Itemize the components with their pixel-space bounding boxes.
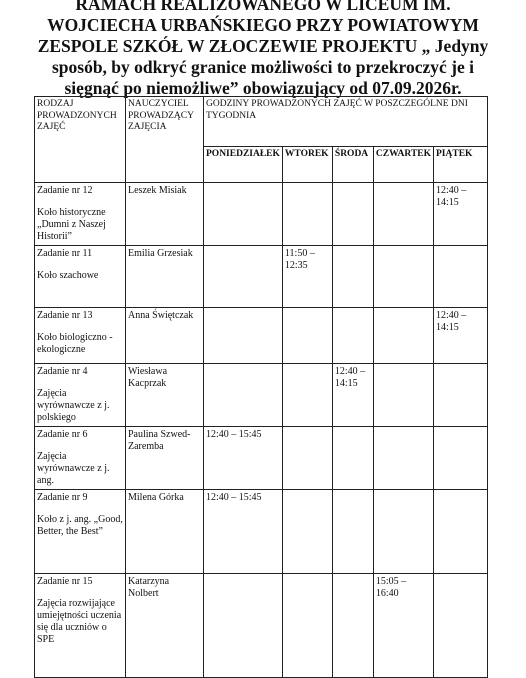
time-cell: 11:50 – 12:35 (282, 246, 332, 308)
title-line: WOJCIECHA URBAŃSKIEGO PRZY POWIATOWYM (47, 15, 479, 35)
activity-name: Zajęcia wyrównawcze z j. ang. (37, 451, 110, 486)
activity-name: Koło z j. ang. „Good, Better, the Best” (37, 514, 123, 537)
time-cell (373, 183, 433, 246)
time-cell: 12:40 – 14:15 (332, 364, 373, 427)
day-monday: PONIEDZIAŁEK (204, 147, 283, 183)
day-wednesday: ŚRODA (332, 147, 373, 183)
activity-name: Zajęcia wyrównawcze z j. polskiego (37, 388, 110, 423)
activity-name: Koło historyczne „Dumni z Naszej Historii” (37, 207, 106, 242)
time-cell (282, 574, 332, 678)
activity-name: Koło biologiczno - ekologiczne (37, 332, 113, 355)
activity-name: Koło szachowe (37, 270, 99, 281)
time-cell (204, 308, 283, 364)
table-row (35, 427, 488, 490)
time-cell: 12:40 – 15:45 (204, 490, 283, 574)
time-cell (434, 490, 488, 574)
activity-name: Zajęcia rozwijające umiejętności uczenia się dla uczniów o SPE (37, 598, 122, 645)
time-cell (332, 490, 373, 574)
time-cell (204, 364, 283, 427)
schedule-table (34, 96, 488, 678)
activity-cell (35, 364, 126, 427)
teacher-cell: Katarzyna Nolbert (126, 574, 204, 678)
time-cell (332, 308, 373, 364)
activity-cell (35, 574, 126, 678)
time-cell (204, 246, 283, 308)
day-thursday: CZWARTEK (373, 147, 433, 183)
time-cell (282, 364, 332, 427)
table-row (35, 246, 488, 308)
time-cell: 12:40 – 14:15 (434, 183, 488, 246)
time-cell: 12:40 – 14:15 (434, 308, 488, 364)
day-friday: PIĄTEK (434, 147, 488, 183)
task-number: Zadanie nr 6 (37, 429, 88, 440)
activity-cell (35, 183, 126, 246)
task-number: Zadanie nr 13 (37, 310, 93, 321)
time-cell (434, 364, 488, 427)
teacher-cell: Paulina Szwed-Zaremba (126, 427, 204, 490)
task-number: Zadanie nr 15 (37, 576, 93, 587)
time-cell: 12:40 – 15:45 (204, 427, 283, 490)
time-cell (282, 490, 332, 574)
document-title (0, 0, 526, 99)
title-line: RAMACH REALIZOWANEGO W LICEUM IM. (75, 0, 451, 14)
activity-cell (35, 246, 126, 308)
time-cell (434, 246, 488, 308)
time-cell (434, 574, 488, 678)
time-cell: 15:05 – 16:40 (373, 574, 433, 678)
table-row (35, 574, 488, 678)
time-cell (373, 364, 433, 427)
time-cell (373, 490, 433, 574)
title-line: sposób, by odkryć granice możliwości to przekroczyć je i (51, 57, 475, 77)
time-cell (282, 427, 332, 490)
task-number: Zadanie nr 4 (37, 366, 88, 377)
activity-cell (35, 490, 126, 574)
time-cell (204, 574, 283, 678)
table-row (35, 364, 488, 427)
time-cell (332, 427, 373, 490)
table-row (35, 183, 488, 246)
header-row (35, 97, 488, 147)
task-number: Zadanie nr 9 (37, 492, 88, 503)
table-row (35, 308, 488, 364)
header-hours: GODZINY PROWADZONYCH ZAJĘĆ W POSZCZEGÓLNE DNI TYGODNIA (204, 97, 488, 147)
time-cell (434, 427, 488, 490)
time-cell (373, 308, 433, 364)
teacher-cell: Anna Świętczak (126, 308, 204, 364)
time-cell (282, 183, 332, 246)
time-cell (204, 183, 283, 246)
time-cell (282, 308, 332, 364)
task-number: Zadanie nr 12 (37, 185, 93, 196)
time-cell (373, 246, 433, 308)
teacher-cell: Milena Górka (126, 490, 204, 574)
task-number: Zadanie nr 11 (37, 248, 93, 259)
header-type: RODZAJ PROWADZONYCH ZAJĘĆ (35, 97, 126, 183)
title-line: sięgnąć po niemożliwe” obowiązujący od 07.09.2026r. (64, 78, 462, 98)
title-line: ZESPOLE SZKÓŁ W ZŁOCZEWIE PROJEKTU „ Jedyny (37, 36, 489, 56)
time-cell (332, 574, 373, 678)
header-teacher: NAUCZYCIEL PROWADZĄCY ZAJĘCIA (126, 97, 204, 183)
day-tuesday: WTOREK (282, 147, 332, 183)
time-cell (373, 427, 433, 490)
teacher-cell: Emilia Grzesiak (126, 246, 204, 308)
table-row (35, 490, 488, 574)
time-cell (332, 183, 373, 246)
teacher-cell: Leszek Misiak (126, 183, 204, 246)
activity-cell (35, 427, 126, 490)
teacher-cell: Wiesława Kacprzak (126, 364, 204, 427)
activity-cell (35, 308, 126, 364)
time-cell (332, 246, 373, 308)
